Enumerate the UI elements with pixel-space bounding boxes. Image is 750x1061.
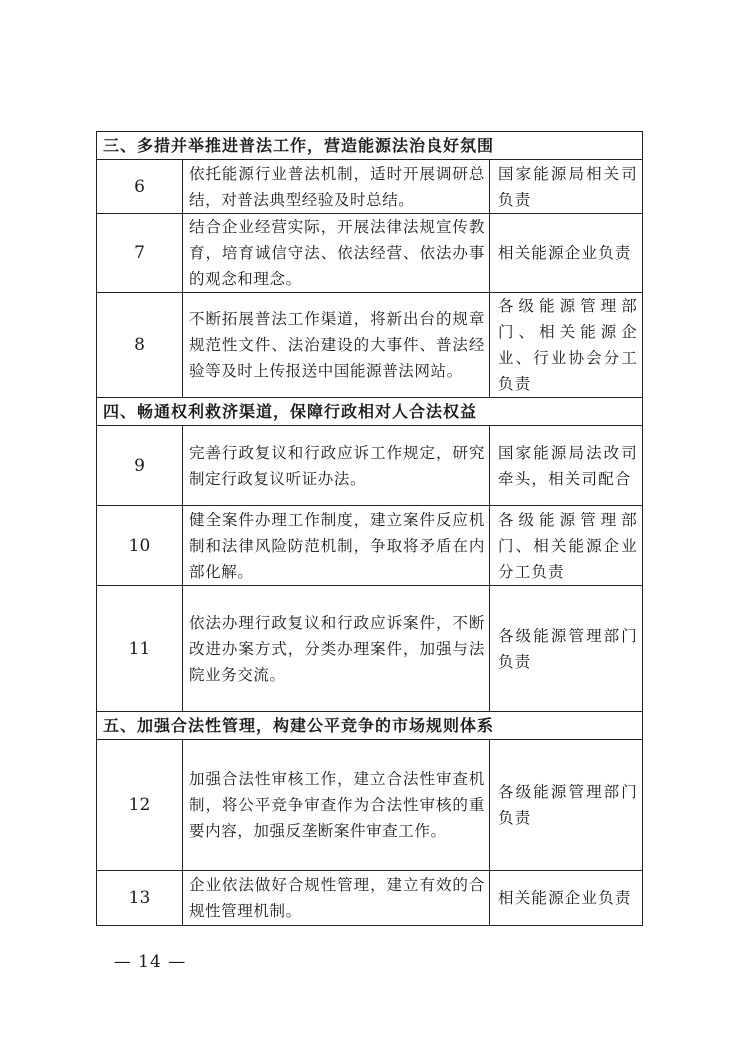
table-row	[97, 426, 643, 506]
item-number: 7	[97, 214, 183, 293]
section-row	[97, 132, 643, 160]
table-row	[97, 214, 643, 293]
responsible-text: 各级能源管理部门、相关能源企业、行业协会分工负责	[490, 293, 643, 398]
task-text: 依托能源行业普法机制，适时开展调研总结，对普法典型经验及时总结。	[183, 160, 490, 214]
responsible-text: 各级能源管理部门、相关能源企业分工负责	[490, 506, 643, 586]
table-row	[97, 586, 643, 712]
item-number: 6	[97, 160, 183, 214]
section-title: 三、多措并举推进普法工作，营造能源法治良好氛围	[97, 132, 643, 160]
responsible-text: 相关能源企业负责	[490, 214, 643, 293]
table-row	[97, 293, 643, 398]
responsible-text: 国家能源局法改司牵头，相关司配合	[490, 426, 643, 506]
page-number: — 14 —	[113, 952, 187, 972]
table-row	[97, 740, 643, 871]
task-text: 加强合法性审核工作，建立合法性审查机制，将公平竞争审查作为合法性审核的重要内容，加强反垄断案件审查工作。	[183, 740, 490, 871]
table-row	[97, 871, 643, 926]
section-row	[97, 712, 643, 740]
item-number: 9	[97, 426, 183, 506]
item-number: 8	[97, 293, 183, 398]
section-title: 五、加强合法性管理，构建公平竞争的市场规则体系	[97, 712, 643, 740]
task-text: 完善行政复议和行政应诉工作规定，研究制定行政复议听证办法。	[183, 426, 490, 506]
task-table	[96, 131, 643, 926]
responsible-text: 各级能源管理部门负责	[490, 740, 643, 871]
responsible-text: 各级能源管理部门负责	[490, 586, 643, 712]
item-number: 13	[97, 871, 183, 926]
task-text: 依法办理行政复议和行政应诉案件，不断改进办案方式，分类办理案件，加强与法院业务交流。	[183, 586, 490, 712]
section-title: 四、畅通权利救济渠道，保障行政相对人合法权益	[97, 398, 643, 426]
task-text: 企业依法做好合规性管理，建立有效的合规性管理机制。	[183, 871, 490, 926]
table-row	[97, 160, 643, 214]
task-text: 结合企业经营实际，开展法律法规宣传教育，培育诚信守法、依法经营、依法办事的观念和理念。	[183, 214, 490, 293]
item-number: 11	[97, 586, 183, 712]
responsible-text: 相关能源企业负责	[490, 871, 643, 926]
section-row	[97, 398, 643, 426]
table-row	[97, 506, 643, 586]
task-text: 健全案件办理工作制度，建立案件反应机制和法律风险防范机制，争取将矛盾在内部化解。	[183, 506, 490, 586]
responsible-text: 国家能源局相关司负责	[490, 160, 643, 214]
item-number: 10	[97, 506, 183, 586]
task-text: 不断拓展普法工作渠道，将新出台的规章规范性文件、法治建设的大事件、普法经验等及时上传报送中国能源普法网站。	[183, 293, 490, 398]
item-number: 12	[97, 740, 183, 871]
